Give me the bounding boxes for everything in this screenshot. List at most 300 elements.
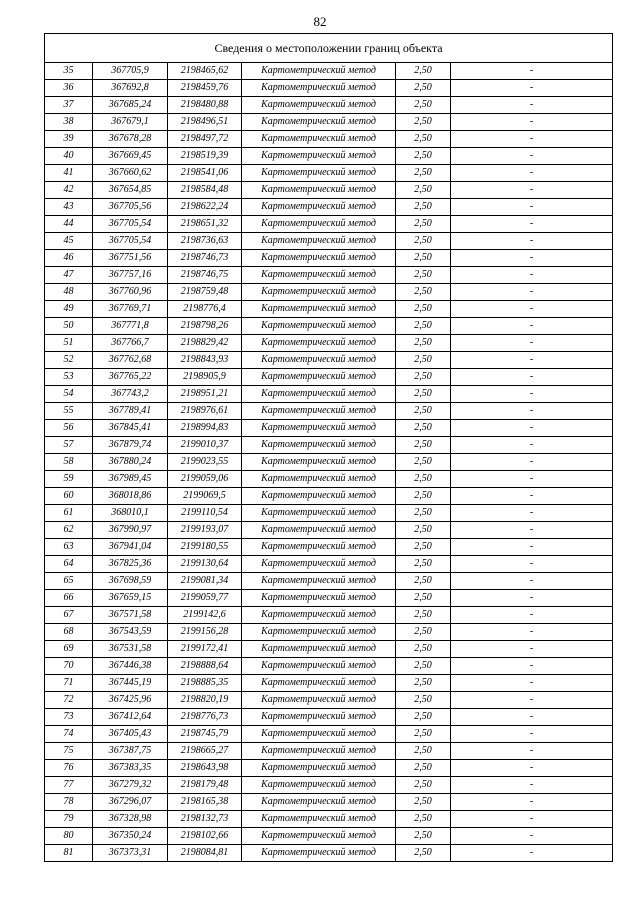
- cell-point-number: 76: [45, 760, 93, 777]
- table-row: [45, 250, 613, 267]
- cell-method: Картометрический метод: [242, 658, 396, 675]
- table-title: Сведения о местоположении границ объекта: [45, 34, 613, 63]
- cell-coord-x: 368018,86: [93, 488, 168, 505]
- cell-coord-y: 2198459,76: [168, 80, 242, 97]
- cell-coord-x: 367669,45: [93, 148, 168, 165]
- cell-coord-x: 367705,54: [93, 233, 168, 250]
- cell-accuracy: 2,50: [396, 828, 451, 845]
- cell-accuracy: 2,50: [396, 760, 451, 777]
- cell-note: -: [451, 403, 613, 420]
- cell-note: -: [451, 709, 613, 726]
- cell-method: Картометрический метод: [242, 777, 396, 794]
- cell-point-number: 44: [45, 216, 93, 233]
- cell-coord-y: 2198759,48: [168, 284, 242, 301]
- cell-note: -: [451, 199, 613, 216]
- cell-method: Картометрический метод: [242, 403, 396, 420]
- table-row: [45, 335, 613, 352]
- table-row: [45, 522, 613, 539]
- cell-coord-y: 2198976,61: [168, 403, 242, 420]
- cell-note: -: [451, 471, 613, 488]
- cell-coord-y: 2199156,28: [168, 624, 242, 641]
- table-row: [45, 726, 613, 743]
- table-row: [45, 488, 613, 505]
- cell-method: Картометрический метод: [242, 148, 396, 165]
- table-row: [45, 692, 613, 709]
- cell-note: -: [451, 505, 613, 522]
- cell-accuracy: 2,50: [396, 403, 451, 420]
- table-row: [45, 845, 613, 862]
- cell-coord-y: 2199069,5: [168, 488, 242, 505]
- cell-accuracy: 2,50: [396, 63, 451, 80]
- cell-method: Картометрический метод: [242, 63, 396, 80]
- cell-coord-x: 367279,32: [93, 777, 168, 794]
- table-row: [45, 573, 613, 590]
- cell-coord-y: 2198798,26: [168, 318, 242, 335]
- cell-coord-x: 367373,31: [93, 845, 168, 862]
- table-row: [45, 743, 613, 760]
- cell-point-number: 69: [45, 641, 93, 658]
- cell-note: -: [451, 726, 613, 743]
- cell-note: -: [451, 760, 613, 777]
- cell-coord-y: 2198994,83: [168, 420, 242, 437]
- cell-coord-y: 2199172,41: [168, 641, 242, 658]
- cell-accuracy: 2,50: [396, 386, 451, 403]
- cell-note: -: [451, 845, 613, 862]
- cell-coord-x: 367296,07: [93, 794, 168, 811]
- table-row: [45, 624, 613, 641]
- cell-coord-y: 2198843,93: [168, 352, 242, 369]
- cell-coord-y: 2198465,62: [168, 63, 242, 80]
- cell-accuracy: 2,50: [396, 522, 451, 539]
- cell-note: -: [451, 97, 613, 114]
- cell-coord-y: 2198776,4: [168, 301, 242, 318]
- cell-point-number: 49: [45, 301, 93, 318]
- cell-accuracy: 2,50: [396, 114, 451, 131]
- cell-accuracy: 2,50: [396, 80, 451, 97]
- cell-accuracy: 2,50: [396, 539, 451, 556]
- table-row: [45, 539, 613, 556]
- cell-coord-y: 2198622,24: [168, 199, 242, 216]
- cell-accuracy: 2,50: [396, 267, 451, 284]
- table-row: [45, 590, 613, 607]
- cell-coord-x: 367571,58: [93, 607, 168, 624]
- cell-method: Картометрический метод: [242, 284, 396, 301]
- cell-coord-x: 367760,96: [93, 284, 168, 301]
- cell-point-number: 61: [45, 505, 93, 522]
- cell-point-number: 74: [45, 726, 93, 743]
- cell-note: -: [451, 131, 613, 148]
- cell-note: -: [451, 352, 613, 369]
- cell-coord-x: 367350,24: [93, 828, 168, 845]
- cell-coord-y: 2199010,37: [168, 437, 242, 454]
- cell-method: Картометрический метод: [242, 216, 396, 233]
- table-title-row: [45, 34, 613, 63]
- cell-point-number: 41: [45, 165, 93, 182]
- table-row: [45, 386, 613, 403]
- cell-point-number: 66: [45, 590, 93, 607]
- cell-method: Картометрический метод: [242, 811, 396, 828]
- cell-note: -: [451, 811, 613, 828]
- table-row: [45, 454, 613, 471]
- table-row: [45, 471, 613, 488]
- table-row: [45, 284, 613, 301]
- cell-method: Картометрический метод: [242, 607, 396, 624]
- cell-coord-y: 2199059,06: [168, 471, 242, 488]
- cell-coord-x: 367383,35: [93, 760, 168, 777]
- cell-coord-x: 367660,62: [93, 165, 168, 182]
- cell-accuracy: 2,50: [396, 437, 451, 454]
- cell-coord-y: 2198746,75: [168, 267, 242, 284]
- cell-note: -: [451, 216, 613, 233]
- cell-note: -: [451, 641, 613, 658]
- cell-point-number: 81: [45, 845, 93, 862]
- cell-accuracy: 2,50: [396, 692, 451, 709]
- cell-accuracy: 2,50: [396, 709, 451, 726]
- cell-coord-y: 2198480,88: [168, 97, 242, 114]
- cell-accuracy: 2,50: [396, 726, 451, 743]
- table-row: [45, 318, 613, 335]
- cell-note: -: [451, 777, 613, 794]
- table-row: [45, 233, 613, 250]
- cell-coord-y: 2198643,98: [168, 760, 242, 777]
- cell-point-number: 37: [45, 97, 93, 114]
- table-row: [45, 352, 613, 369]
- cell-coord-x: 367654,85: [93, 182, 168, 199]
- table-row: [45, 267, 613, 284]
- cell-coord-x: 367543,59: [93, 624, 168, 641]
- cell-note: -: [451, 250, 613, 267]
- cell-accuracy: 2,50: [396, 148, 451, 165]
- cell-coord-x: 367765,22: [93, 369, 168, 386]
- table-row: [45, 505, 613, 522]
- cell-method: Картометрический метод: [242, 335, 396, 352]
- table-row: [45, 658, 613, 675]
- cell-accuracy: 2,50: [396, 301, 451, 318]
- cell-point-number: 38: [45, 114, 93, 131]
- cell-point-number: 78: [45, 794, 93, 811]
- cell-method: Картометрический метод: [242, 590, 396, 607]
- cell-method: Картометрический метод: [242, 828, 396, 845]
- cell-accuracy: 2,50: [396, 131, 451, 148]
- cell-coord-y: 2198951,21: [168, 386, 242, 403]
- cell-coord-x: 367845,41: [93, 420, 168, 437]
- cell-accuracy: 2,50: [396, 777, 451, 794]
- cell-method: Картометрический метод: [242, 539, 396, 556]
- cell-accuracy: 2,50: [396, 97, 451, 114]
- table-row: [45, 556, 613, 573]
- cell-method: Картометрический метод: [242, 454, 396, 471]
- cell-note: -: [451, 318, 613, 335]
- cell-point-number: 36: [45, 80, 93, 97]
- cell-accuracy: 2,50: [396, 845, 451, 862]
- cell-accuracy: 2,50: [396, 216, 451, 233]
- cell-coord-y: 2198084,81: [168, 845, 242, 862]
- cell-coord-x: 367328,98: [93, 811, 168, 828]
- cell-coord-y: 2198519,39: [168, 148, 242, 165]
- cell-coord-y: 2198776,73: [168, 709, 242, 726]
- table-row: [45, 641, 613, 658]
- cell-accuracy: 2,50: [396, 505, 451, 522]
- cell-coord-y: 2199130,64: [168, 556, 242, 573]
- cell-method: Картометрический метод: [242, 131, 396, 148]
- cell-method: Картометрический метод: [242, 573, 396, 590]
- cell-coord-y: 2199193,07: [168, 522, 242, 539]
- cell-accuracy: 2,50: [396, 471, 451, 488]
- cell-coord-x: 367879,74: [93, 437, 168, 454]
- cell-point-number: 68: [45, 624, 93, 641]
- table-row: [45, 403, 613, 420]
- cell-accuracy: 2,50: [396, 318, 451, 335]
- table-row: [45, 709, 613, 726]
- cell-note: -: [451, 590, 613, 607]
- cell-accuracy: 2,50: [396, 199, 451, 216]
- cell-method: Картометрический метод: [242, 199, 396, 216]
- cell-note: -: [451, 386, 613, 403]
- cell-accuracy: 2,50: [396, 573, 451, 590]
- cell-point-number: 43: [45, 199, 93, 216]
- cell-note: -: [451, 607, 613, 624]
- cell-coord-x: 367445,19: [93, 675, 168, 692]
- cell-method: Картометрический метод: [242, 488, 396, 505]
- cell-coord-y: 2199142,6: [168, 607, 242, 624]
- cell-point-number: 48: [45, 284, 93, 301]
- cell-note: -: [451, 454, 613, 471]
- cell-point-number: 72: [45, 692, 93, 709]
- cell-method: Картометрический метод: [242, 641, 396, 658]
- cell-note: -: [451, 114, 613, 131]
- table-row: [45, 607, 613, 624]
- cell-method: Картометрический метод: [242, 233, 396, 250]
- table-row: [45, 199, 613, 216]
- cell-point-number: 55: [45, 403, 93, 420]
- cell-point-number: 73: [45, 709, 93, 726]
- cell-coord-y: 2198132,73: [168, 811, 242, 828]
- cell-coord-y: 2198905,9: [168, 369, 242, 386]
- cell-note: -: [451, 675, 613, 692]
- cell-method: Картометрический метод: [242, 165, 396, 182]
- table-row: [45, 675, 613, 692]
- cell-method: Картометрический метод: [242, 437, 396, 454]
- cell-coord-x: 367412,64: [93, 709, 168, 726]
- table-row: [45, 437, 613, 454]
- cell-method: Картометрический метод: [242, 794, 396, 811]
- cell-point-number: 42: [45, 182, 93, 199]
- cell-accuracy: 2,50: [396, 675, 451, 692]
- cell-point-number: 53: [45, 369, 93, 386]
- cell-coord-y: 2198885,35: [168, 675, 242, 692]
- cell-note: -: [451, 267, 613, 284]
- cell-point-number: 56: [45, 420, 93, 437]
- cell-note: -: [451, 63, 613, 80]
- cell-accuracy: 2,50: [396, 165, 451, 182]
- cell-point-number: 51: [45, 335, 93, 352]
- table-row: [45, 794, 613, 811]
- cell-coord-x: 367880,24: [93, 454, 168, 471]
- cell-point-number: 46: [45, 250, 93, 267]
- cell-method: Картометрический метод: [242, 114, 396, 131]
- table-row: [45, 182, 613, 199]
- cell-method: Картометрический метод: [242, 318, 396, 335]
- cell-accuracy: 2,50: [396, 743, 451, 760]
- cell-accuracy: 2,50: [396, 794, 451, 811]
- cell-coord-x: 367762,68: [93, 352, 168, 369]
- cell-point-number: 70: [45, 658, 93, 675]
- cell-note: -: [451, 437, 613, 454]
- cell-point-number: 77: [45, 777, 93, 794]
- cell-coord-y: 2199023,55: [168, 454, 242, 471]
- cell-note: -: [451, 284, 613, 301]
- cell-coord-y: 2198179,48: [168, 777, 242, 794]
- cell-point-number: 35: [45, 63, 93, 80]
- cell-coord-x: 367678,28: [93, 131, 168, 148]
- cell-note: -: [451, 794, 613, 811]
- cell-coord-y: 2199059,77: [168, 590, 242, 607]
- cell-coord-y: 2198496,51: [168, 114, 242, 131]
- cell-point-number: 47: [45, 267, 93, 284]
- cell-note: -: [451, 148, 613, 165]
- cell-method: Картометрический метод: [242, 505, 396, 522]
- table-row: [45, 369, 613, 386]
- cell-point-number: 39: [45, 131, 93, 148]
- cell-coord-x: 367531,58: [93, 641, 168, 658]
- cell-coord-y: 2198746,73: [168, 250, 242, 267]
- cell-coord-y: 2199081,34: [168, 573, 242, 590]
- cell-accuracy: 2,50: [396, 352, 451, 369]
- cell-coord-x: 367705,9: [93, 63, 168, 80]
- cell-coord-y: 2198665,27: [168, 743, 242, 760]
- cell-coord-x: 367405,43: [93, 726, 168, 743]
- boundary-coordinates-table: [44, 33, 613, 862]
- page-number: 82: [313, 14, 327, 29]
- cell-point-number: 40: [45, 148, 93, 165]
- cell-note: -: [451, 182, 613, 199]
- cell-method: Картометрический метод: [242, 726, 396, 743]
- cell-accuracy: 2,50: [396, 182, 451, 199]
- cell-method: Картометрический метод: [242, 692, 396, 709]
- cell-method: Картометрический метод: [242, 369, 396, 386]
- cell-coord-x: 367743,2: [93, 386, 168, 403]
- cell-note: -: [451, 165, 613, 182]
- cell-note: -: [451, 369, 613, 386]
- cell-accuracy: 2,50: [396, 284, 451, 301]
- cell-method: Картометрический метод: [242, 845, 396, 862]
- cell-note: -: [451, 573, 613, 590]
- cell-coord-y: 2198102,66: [168, 828, 242, 845]
- cell-note: -: [451, 488, 613, 505]
- table-row: [45, 420, 613, 437]
- cell-note: -: [451, 335, 613, 352]
- cell-note: -: [451, 828, 613, 845]
- cell-point-number: 54: [45, 386, 93, 403]
- cell-note: -: [451, 743, 613, 760]
- cell-method: Картометрический метод: [242, 182, 396, 199]
- cell-accuracy: 2,50: [396, 624, 451, 641]
- cell-coord-x: 367446,38: [93, 658, 168, 675]
- cell-point-number: 67: [45, 607, 93, 624]
- table-row: [45, 63, 613, 80]
- table-row: [45, 148, 613, 165]
- cell-accuracy: 2,50: [396, 454, 451, 471]
- cell-coord-y: 2198165,38: [168, 794, 242, 811]
- cell-accuracy: 2,50: [396, 250, 451, 267]
- cell-point-number: 79: [45, 811, 93, 828]
- table-row: [45, 760, 613, 777]
- cell-method: Картометрический метод: [242, 522, 396, 539]
- cell-coord-x: 367705,54: [93, 216, 168, 233]
- cell-coord-x: 367679,1: [93, 114, 168, 131]
- cell-coord-x: 367705,56: [93, 199, 168, 216]
- cell-point-number: 57: [45, 437, 93, 454]
- cell-note: -: [451, 658, 613, 675]
- table-row: [45, 80, 613, 97]
- cell-coord-x: 368010,1: [93, 505, 168, 522]
- cell-coord-x: 367941,04: [93, 539, 168, 556]
- cell-coord-y: 2199110,54: [168, 505, 242, 522]
- cell-coord-x: 367698,59: [93, 573, 168, 590]
- cell-coord-y: 2198736,63: [168, 233, 242, 250]
- cell-method: Картометрический метод: [242, 420, 396, 437]
- cell-point-number: 71: [45, 675, 93, 692]
- cell-accuracy: 2,50: [396, 641, 451, 658]
- cell-point-number: 75: [45, 743, 93, 760]
- cell-note: -: [451, 522, 613, 539]
- cell-coord-x: 367425,96: [93, 692, 168, 709]
- cell-coord-x: 367387,75: [93, 743, 168, 760]
- cell-coord-y: 2199180,55: [168, 539, 242, 556]
- cell-method: Картометрический метод: [242, 386, 396, 403]
- cell-coord-y: 2198820,19: [168, 692, 242, 709]
- cell-note: -: [451, 556, 613, 573]
- cell-method: Картометрический метод: [242, 267, 396, 284]
- cell-accuracy: 2,50: [396, 335, 451, 352]
- cell-point-number: 58: [45, 454, 93, 471]
- cell-coord-x: 367751,56: [93, 250, 168, 267]
- cell-accuracy: 2,50: [396, 590, 451, 607]
- cell-point-number: 65: [45, 573, 93, 590]
- table-row: [45, 165, 613, 182]
- cell-accuracy: 2,50: [396, 811, 451, 828]
- cell-accuracy: 2,50: [396, 488, 451, 505]
- cell-method: Картометрический метод: [242, 97, 396, 114]
- cell-note: -: [451, 80, 613, 97]
- cell-coord-x: 367766,7: [93, 335, 168, 352]
- cell-coord-y: 2198541,06: [168, 165, 242, 182]
- cell-point-number: 45: [45, 233, 93, 250]
- cell-accuracy: 2,50: [396, 607, 451, 624]
- cell-note: -: [451, 692, 613, 709]
- cell-note: -: [451, 624, 613, 641]
- cell-note: -: [451, 233, 613, 250]
- table-row: [45, 828, 613, 845]
- table-row: [45, 216, 613, 233]
- cell-coord-y: 2198829,42: [168, 335, 242, 352]
- cell-point-number: 80: [45, 828, 93, 845]
- cell-coord-y: 2198584,48: [168, 182, 242, 199]
- cell-point-number: 50: [45, 318, 93, 335]
- cell-point-number: 60: [45, 488, 93, 505]
- cell-point-number: 63: [45, 539, 93, 556]
- cell-coord-y: 2198651,32: [168, 216, 242, 233]
- cell-note: -: [451, 539, 613, 556]
- cell-point-number: 52: [45, 352, 93, 369]
- cell-accuracy: 2,50: [396, 369, 451, 386]
- cell-coord-x: 367659,15: [93, 590, 168, 607]
- cell-note: -: [451, 420, 613, 437]
- table-row: [45, 777, 613, 794]
- cell-point-number: 64: [45, 556, 93, 573]
- cell-coord-y: 2198888,64: [168, 658, 242, 675]
- cell-accuracy: 2,50: [396, 658, 451, 675]
